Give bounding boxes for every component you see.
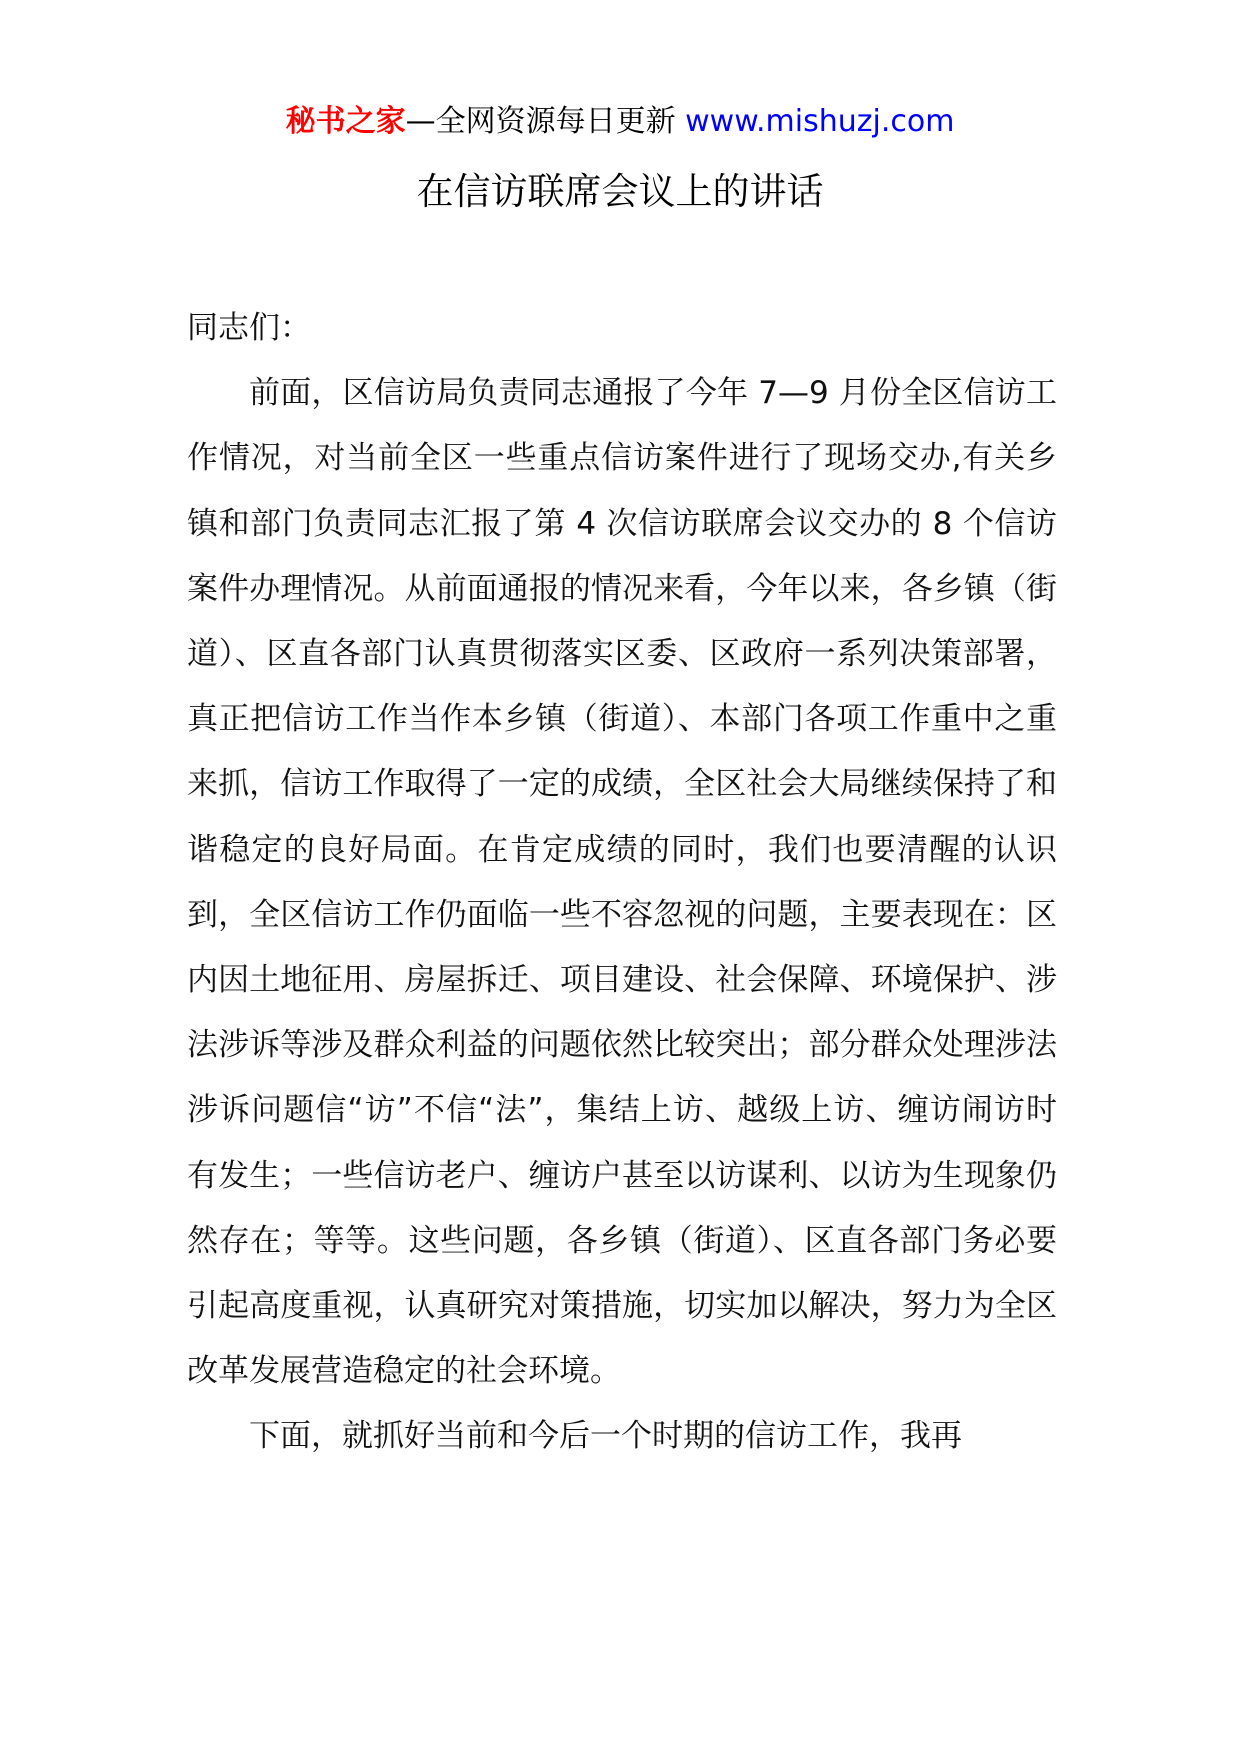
site-header bbox=[0, 100, 1240, 144]
body-paragraph-1: 前面，区信访局负责同志通报了今年 7—9 月份全区信访工作情况，对当前全区一些重点信访案件进行了现场交办,有关乡镇和部门负责同志汇报了第 4 次信访联席会议交办的 8 个信访案件办理情况。从前面通报的情况来看，今年以来，各乡镇（街道）、区直各部门认真贯彻落实区委、区政府一系列决策部署，真正把信访工作当作本乡镇（街道）、本部门各项工作重中之重来抓，信访工作取得了一定的成绩，全区社会大局继续保持了和谐稳定的良好局面。在肯定成绩的同时，我们也要清醒的认识到，全区信访工作仍面临一些不容忽视的问题，主要表现在：区内因土地征用、房屋拆迁、项目建设、社会保障、环境保护、涉法涉诉等涉及群众利益的问题依然比较突出；部分群众处理涉法涉诉问题信“访”不信“法”，集结上访、越级上访、缠访闹访时有发生；一些信访老户、缠访户甚至以访谋利、以访为生现象仍然存在；等等。这些问题，各乡镇（街道）、区直各部门务必要引起高度重视，认真研究对策措施，切实加以解决，努力为全区改革发展营造稳定的社会环境。 bbox=[187, 375, 1057, 1390]
site-url-link[interactable]: www.mishuzj.com bbox=[685, 104, 955, 139]
document-body bbox=[187, 296, 1057, 1470]
site-brand: 秘书之家 bbox=[285, 104, 406, 139]
document-title: 在信访联席会议上的讲话 bbox=[416, 170, 824, 213]
body-paragraph-2: 下面，就抓好当前和今后一个时期的信访工作，我再 bbox=[249, 1418, 962, 1455]
salutation: 同志们： bbox=[187, 310, 311, 346]
site-tagline: —全网资源每日更新 bbox=[405, 104, 676, 139]
